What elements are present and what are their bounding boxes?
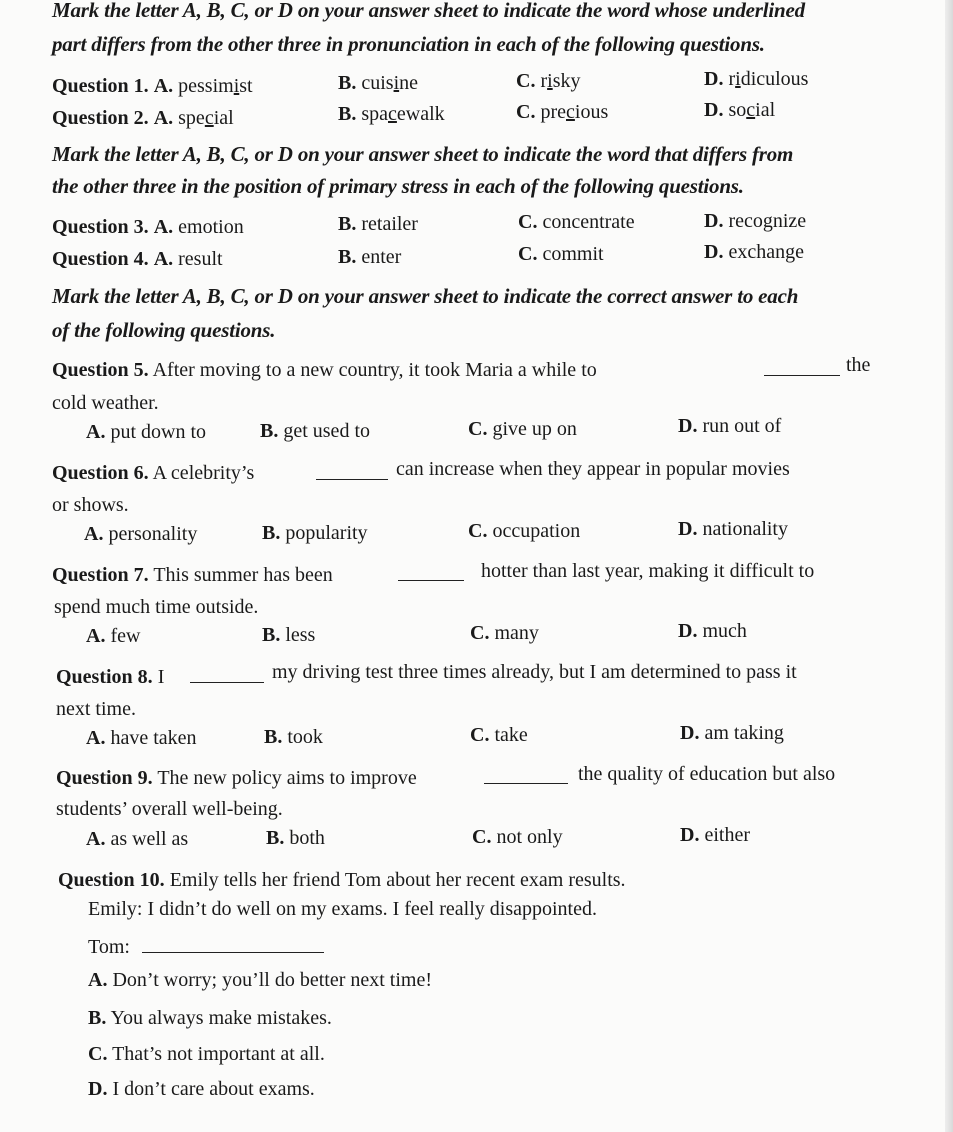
- q6-option-c-letter: C.: [468, 520, 488, 542]
- q2-option-c-pre: pre: [540, 101, 566, 123]
- instruction-stress-line-1: Mark the letter A, B, C, or D on your answer sheet to indicate the word that differs from: [52, 142, 794, 166]
- q5-option-c-letter: C.: [468, 418, 488, 440]
- q3-option-c: [518, 212, 635, 232]
- q9-option-d: [680, 825, 750, 845]
- q4-option-a: result: [178, 248, 223, 270]
- question-3-label: Question 3.: [52, 216, 149, 238]
- q2-option-b: [338, 104, 445, 124]
- q1-option-a-pre: pessim: [178, 75, 234, 97]
- q10-option-a: [88, 970, 432, 990]
- q3-option-d-letter: D.: [704, 210, 724, 232]
- page-edge-shadow: [945, 0, 953, 1132]
- question-7-text-3: spend much time outside.: [54, 596, 259, 618]
- q4-option-c-letter: C.: [518, 243, 538, 265]
- q10-option-b: [88, 1008, 332, 1028]
- q5-option-a-text: put down to: [110, 421, 207, 443]
- q10-option-a-letter: A.: [88, 969, 108, 991]
- q2-option-a-post: ial: [213, 107, 234, 129]
- question-6-text-1: A celebrity’s: [152, 462, 255, 484]
- q2-option-c-post: ious: [574, 101, 609, 123]
- q4-option-b: [338, 247, 401, 267]
- q10-option-c-text: That’s not important at all.: [112, 1043, 325, 1065]
- q8-option-b-text: took: [287, 726, 323, 748]
- q3-option-b-text: retailer: [361, 213, 418, 235]
- q4-option-c-text: commit: [542, 243, 604, 265]
- q9-option-a-text: as well as: [110, 828, 189, 850]
- q2-option-d: [704, 100, 775, 120]
- q1-option-d-underlined: i: [735, 68, 741, 90]
- question-8-label: Question 8.: [56, 666, 153, 688]
- q3-option-c-text: concentrate: [542, 211, 635, 233]
- q6-option-a: [84, 524, 197, 544]
- question-5-text-2: the: [846, 354, 871, 376]
- q10-option-c: [88, 1044, 325, 1064]
- q6-option-b: [262, 523, 368, 543]
- instruction-stress-line-2: the other three in the position of primary stress in each of the following questions.: [52, 174, 744, 198]
- q10-option-d-letter: D.: [88, 1078, 108, 1100]
- instruction-correct-line-1: Mark the letter A, B, C, or D on your answer sheet to indicate the correct answer to each: [52, 284, 799, 308]
- question-5-blank: [764, 361, 840, 376]
- q8-option-d-letter: D.: [680, 722, 700, 744]
- q5-option-c-text: give up on: [492, 418, 577, 440]
- q7-option-b-text: less: [285, 624, 316, 646]
- q2-option-c-letter: C.: [516, 101, 536, 123]
- q6-option-c-text: occupation: [492, 520, 581, 542]
- q4-option-d: [704, 242, 804, 262]
- q5-option-a-letter: A.: [86, 421, 106, 443]
- question-6-line-1: [52, 463, 254, 483]
- q8-option-c: [470, 725, 528, 745]
- q1-option-c-letter: C.: [516, 70, 536, 92]
- q8-option-b-letter: B.: [264, 726, 283, 748]
- q9-option-b: [266, 828, 325, 848]
- q10-option-c-letter: C.: [88, 1043, 108, 1065]
- q8-option-a: [86, 728, 197, 748]
- q3-option-b-letter: B.: [338, 213, 357, 235]
- instruction-correct-line-2: of the following questions.: [52, 318, 276, 342]
- q7-option-c: [470, 623, 539, 643]
- question-7-label: Question 7.: [52, 564, 149, 586]
- question-7-line-1: [52, 565, 333, 585]
- q8-option-a-letter: A.: [86, 727, 106, 749]
- q3-option-d-text: recognize: [728, 210, 807, 232]
- q5-option-b: [260, 421, 370, 441]
- q7-option-d-text: much: [702, 620, 747, 642]
- q7-option-b: [262, 625, 315, 645]
- question-8-text-3: next time.: [56, 698, 136, 720]
- q4-option-b-text: enter: [361, 246, 402, 268]
- q1-option-c-post: sky: [552, 70, 581, 92]
- question-8-text-2: my driving test three times already, but I am determined to pass it: [272, 661, 797, 683]
- q5-option-d-text: run out of: [702, 415, 782, 437]
- q3-option-a: emotion: [178, 216, 244, 238]
- q7-option-a-text: few: [110, 625, 141, 647]
- q8-option-b: [264, 727, 323, 747]
- question-4: [52, 249, 223, 269]
- q4-option-a-letter: A.: [153, 248, 174, 270]
- q5-option-c: [468, 419, 577, 439]
- question-4-label: Question 4.: [52, 248, 149, 270]
- q2-option-a-letter: A.: [153, 107, 174, 129]
- question-9-label: Question 9.: [56, 767, 153, 789]
- q3-option-b: [338, 214, 418, 234]
- question-10-label: Question 10.: [58, 869, 165, 891]
- q1-option-b-pre: cuis: [361, 72, 394, 94]
- q9-option-c-letter: C.: [472, 826, 492, 848]
- q2-option-a-pre: spe: [178, 107, 205, 129]
- q2-option-a-underlined: c: [204, 107, 214, 129]
- q8-option-d: [680, 723, 784, 743]
- q1-option-c-pre: r: [540, 70, 548, 92]
- q5-option-a: [86, 422, 206, 442]
- q3-option-d: [704, 211, 806, 231]
- question-9-text-3: students’ overall well-being.: [56, 798, 283, 820]
- q7-option-c-text: many: [494, 622, 539, 644]
- q9-option-c: [472, 827, 563, 847]
- question-6-label: Question 6.: [52, 462, 149, 484]
- q2-option-c-underlined: c: [566, 101, 575, 123]
- question-10-line-1: [58, 870, 626, 890]
- q10-option-b-text: You always make mistakes.: [110, 1007, 332, 1029]
- q6-option-d-text: nationality: [702, 518, 788, 540]
- question-1-label: Question 1.: [52, 75, 149, 97]
- q7-option-c-letter: C.: [470, 622, 490, 644]
- q7-option-b-letter: B.: [262, 624, 281, 646]
- q5-option-d: [678, 416, 781, 436]
- q8-option-a-text: have taken: [110, 727, 197, 749]
- question-10-emily-line: Emily: I didn’t do well on my exams. I feel really disappointed.: [88, 898, 597, 920]
- q9-option-a-letter: A.: [86, 828, 106, 850]
- q8-option-c-text: take: [494, 724, 528, 746]
- question-5-text-3: cold weather.: [52, 392, 159, 414]
- question-6-text-2: can increase when they appear in popular movies: [396, 458, 790, 480]
- q10-option-a-text: Don’t worry; you’ll do better next time!: [112, 969, 433, 991]
- q6-option-d: [678, 519, 788, 539]
- q1-option-b-post: ne: [399, 72, 419, 94]
- question-5-line-1: [52, 360, 597, 380]
- q2-option-b-pre: spa: [361, 103, 389, 125]
- q5-option-b-letter: B.: [260, 420, 279, 442]
- question-3: [52, 217, 244, 237]
- q2-option-d-letter: D.: [704, 99, 724, 121]
- instruction-pronunciation-line-1: Mark the letter A, B, C, or D on your answer sheet to indicate the word whose underlined: [52, 0, 805, 22]
- q9-option-d-text: either: [704, 824, 750, 846]
- question-8-blank: [190, 668, 264, 683]
- q4-option-c: [518, 244, 604, 264]
- q9-option-c-text: not only: [496, 826, 563, 848]
- question-9-blank: [484, 769, 568, 784]
- q1-option-c: [516, 71, 580, 91]
- q6-option-d-letter: D.: [678, 518, 698, 540]
- q9-option-d-letter: D.: [680, 824, 700, 846]
- question-5-label: Question 5.: [52, 359, 149, 381]
- q1-option-a-underlined: i: [233, 75, 240, 97]
- q4-option-b-letter: B.: [338, 246, 357, 268]
- q10-option-d: [88, 1079, 315, 1099]
- q1-option-a-letter: A.: [153, 75, 174, 97]
- instruction-pronunciation-line-2: part differs from the other three in pronunciation in each of the following questions.: [52, 32, 765, 56]
- question-7-blank: [398, 566, 464, 581]
- q6-option-b-letter: B.: [262, 522, 281, 544]
- question-5-text-1: After moving to a new country, it took Maria a while to: [152, 359, 597, 381]
- question-10-text-1: Emily tells her friend Tom about her recent exam results.: [169, 869, 626, 891]
- q1-option-a-post: st: [239, 75, 253, 97]
- q7-option-d: [678, 621, 747, 641]
- q1-option-c-underlined: i: [547, 70, 553, 92]
- question-6-blank: [316, 465, 388, 480]
- q3-option-a-letter: A.: [153, 216, 174, 238]
- q9-option-a: [86, 829, 188, 849]
- q9-option-b-text: both: [289, 827, 325, 849]
- q1-option-b: [338, 73, 418, 93]
- q4-option-d-text: exchange: [728, 241, 804, 263]
- q9-option-b-letter: B.: [266, 827, 285, 849]
- q10-option-b-letter: B.: [88, 1007, 107, 1029]
- question-8-line-1: [56, 667, 164, 687]
- q4-option-d-letter: D.: [704, 241, 724, 263]
- q2-option-c: [516, 102, 608, 122]
- question-10-blank: [142, 938, 324, 953]
- q8-option-c-letter: C.: [470, 724, 490, 746]
- q1-option-d-letter: D.: [704, 68, 724, 90]
- question-7-text-2: hotter than last year, making it difficult to: [481, 560, 815, 582]
- q7-option-a: [86, 626, 140, 646]
- question-10-tom-label: Tom:: [88, 936, 130, 958]
- q1-option-d-post: diculous: [740, 68, 809, 90]
- q2-option-b-post: ewalk: [396, 103, 445, 125]
- question-6-text-3: or shows.: [52, 494, 129, 516]
- q10-option-d-text: I don’t care about exams.: [112, 1078, 315, 1100]
- q6-option-a-text: personality: [108, 523, 198, 545]
- q2-option-d-pre: so: [728, 99, 747, 121]
- question-1: [52, 76, 253, 96]
- question-8-text-1: I: [157, 666, 165, 688]
- question-2-label: Question 2.: [52, 107, 149, 129]
- question-7-text-1: This summer has been: [153, 564, 333, 586]
- q2-option-d-underlined: c: [746, 99, 756, 121]
- q6-option-a-letter: A.: [84, 523, 104, 545]
- q7-option-a-letter: A.: [86, 625, 106, 647]
- q2-option-b-underlined: c: [388, 103, 397, 125]
- q1-option-d-pre: r: [728, 68, 736, 90]
- q1-option-b-underlined: i: [393, 72, 400, 94]
- q5-option-b-text: get used to: [283, 420, 370, 442]
- question-9-text-2: the quality of education but also: [578, 763, 836, 785]
- q2-option-b-letter: B.: [338, 103, 357, 125]
- q3-option-c-letter: C.: [518, 211, 538, 233]
- question-9-text-1: The new policy aims to improve: [157, 767, 417, 789]
- q1-option-d: [704, 69, 808, 89]
- question-9-line-1: [56, 768, 417, 788]
- q7-option-d-letter: D.: [678, 620, 698, 642]
- q6-option-b-text: popularity: [285, 522, 368, 544]
- q6-option-c: [468, 521, 580, 541]
- q8-option-d-text: am taking: [704, 722, 784, 744]
- q1-option-b-letter: B.: [338, 72, 357, 94]
- q2-option-d-post: ial: [755, 99, 776, 121]
- q5-option-d-letter: D.: [678, 415, 698, 437]
- question-2: [52, 108, 234, 128]
